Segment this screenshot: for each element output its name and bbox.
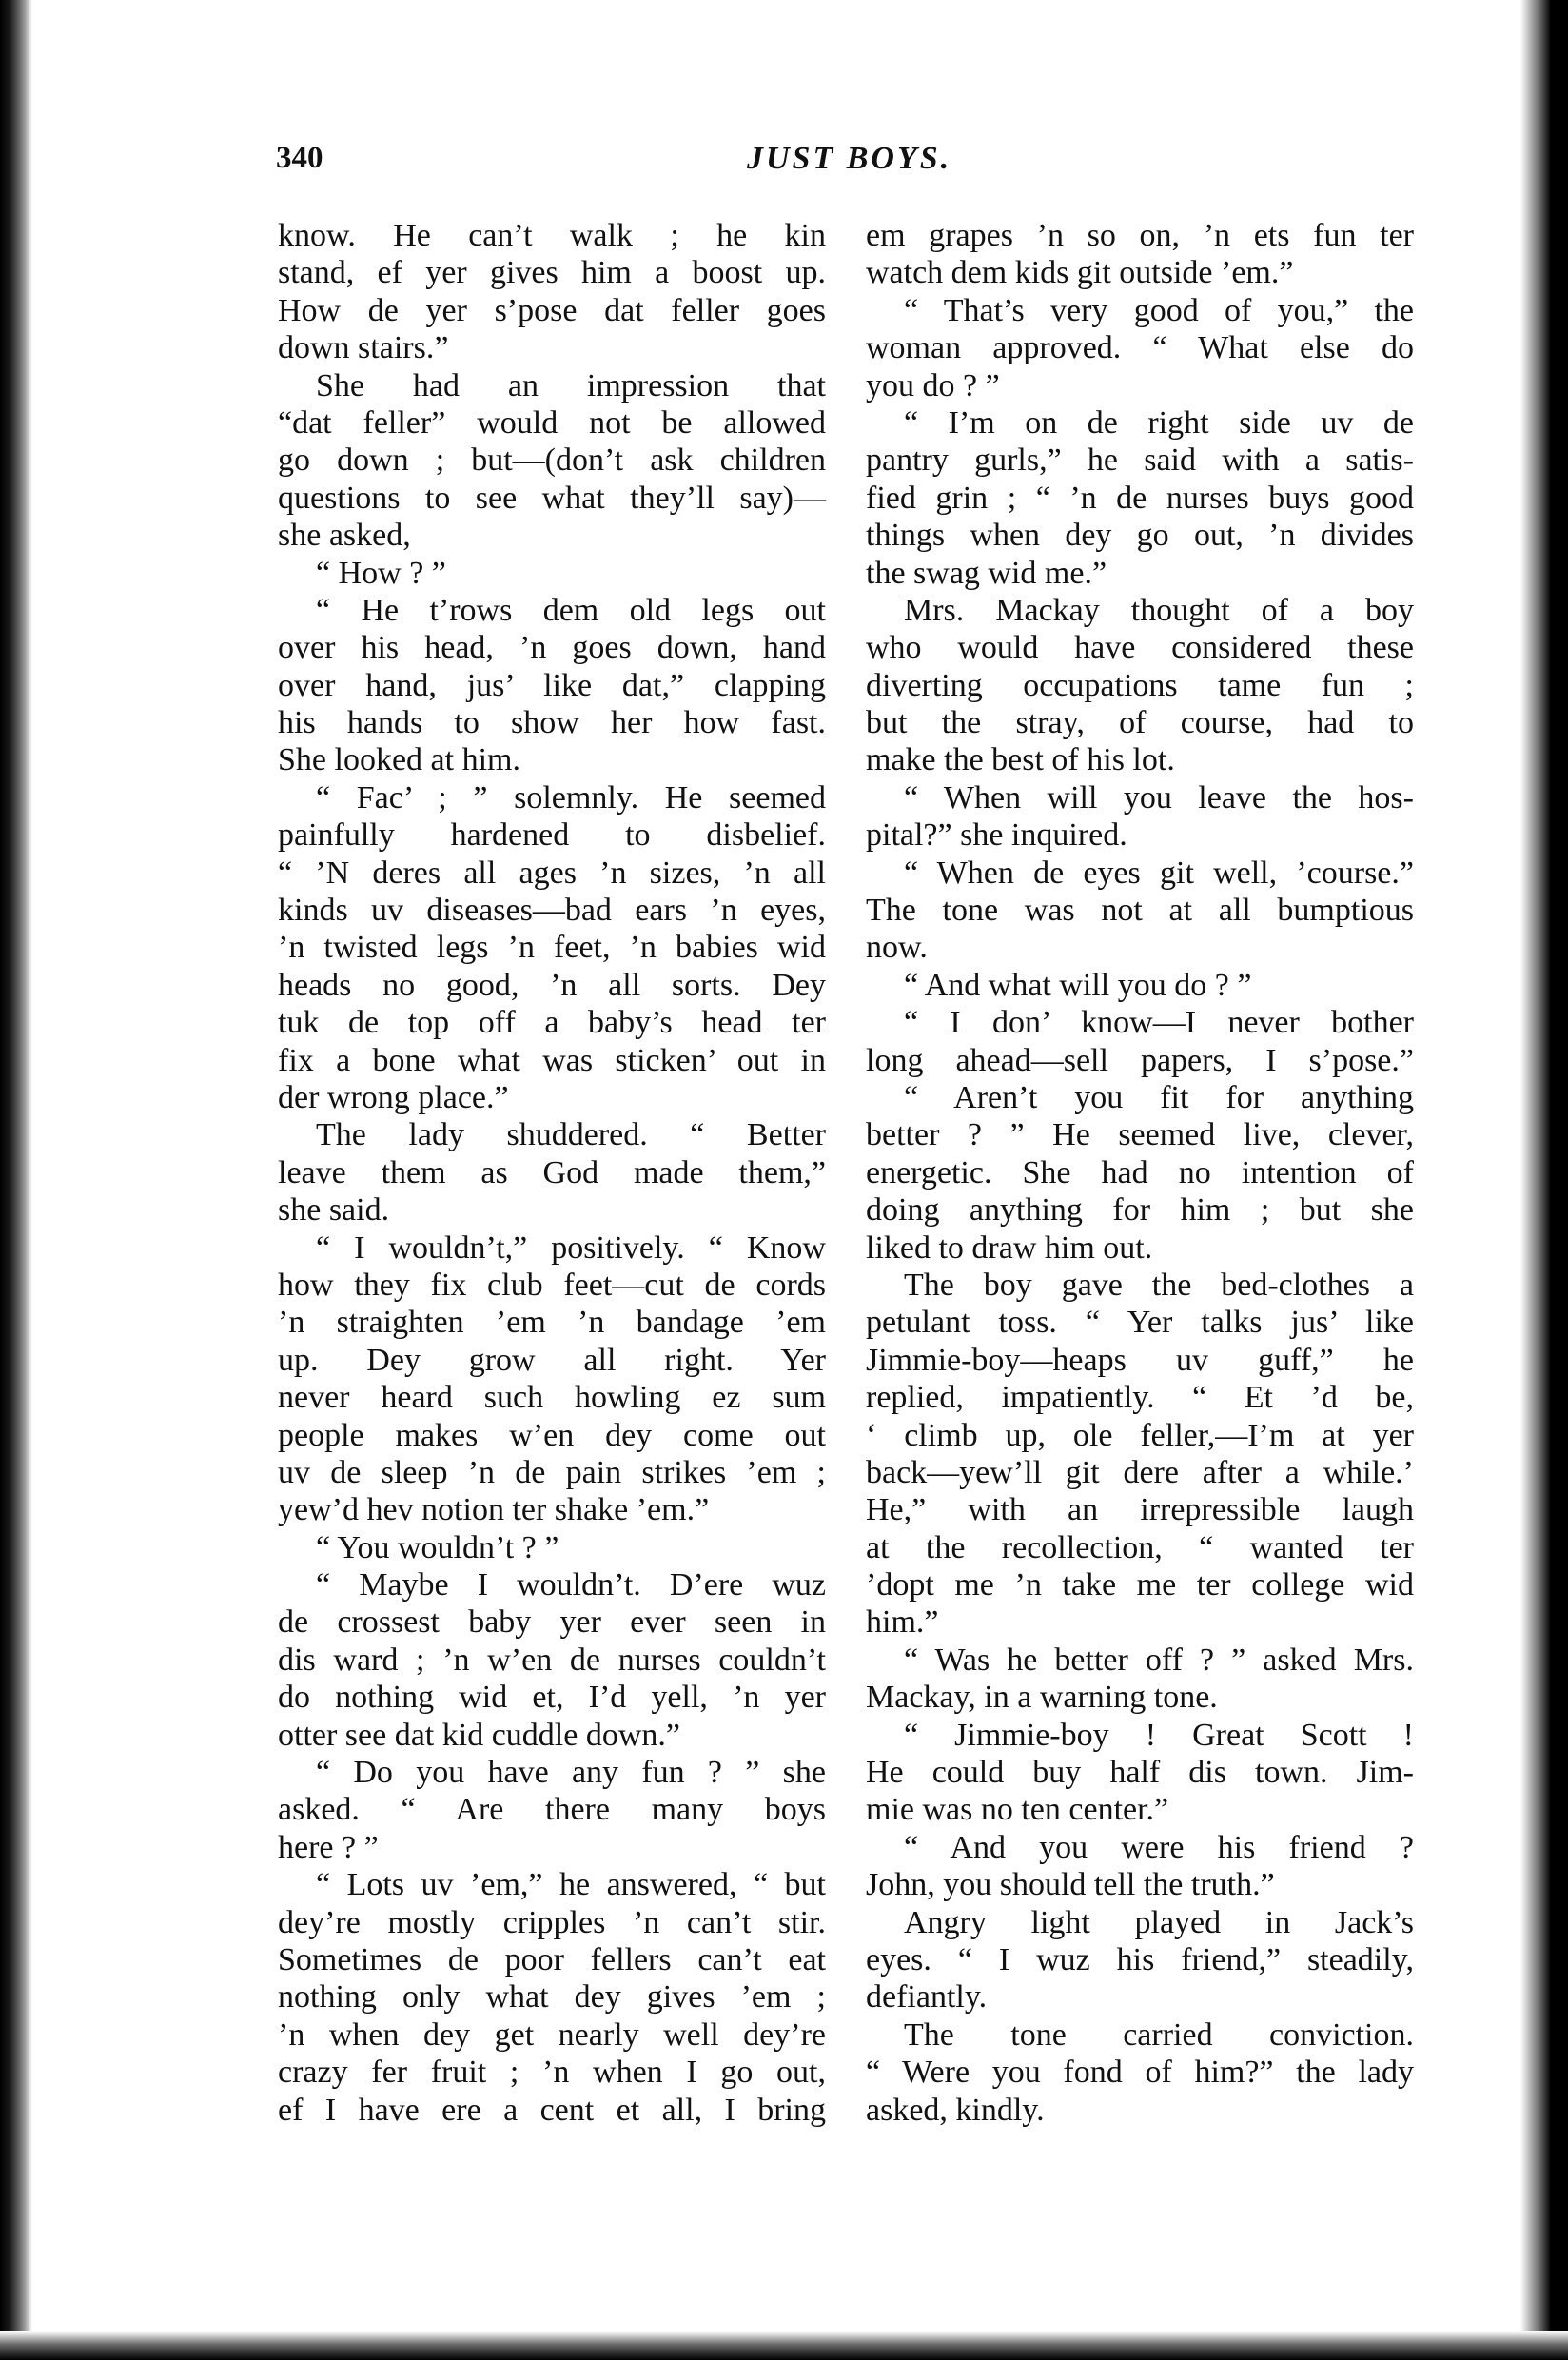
text-line: asked. “ Are there many boys	[278, 1792, 826, 1828]
text-line: his hands to show her how fast.	[278, 705, 826, 741]
page-binding-shadow	[0, 0, 32, 2360]
page-number: 340	[276, 141, 323, 175]
text-line: “ You wouldn’t ? ”	[316, 1529, 559, 1565]
text-line: The lady shuddered. “ Better	[316, 1117, 826, 1153]
text-line: “dat feller” would not be allowed	[278, 404, 826, 441]
text-line: mie was no ten center.”	[866, 1792, 1169, 1828]
text-line: kinds uv diseases—bad ears ’n eyes,	[278, 893, 826, 929]
text-line: Jimmie-boy—heaps uv guff,” he	[866, 1342, 1414, 1378]
text-line: at the recollection, “ wanted ter	[866, 1529, 1414, 1565]
text-line: down stairs.”	[278, 330, 449, 366]
text-line: she said.	[278, 1192, 390, 1229]
text-line: “ How ? ”	[316, 555, 446, 591]
text-line: “ Maybe I wouldn’t. D’ere wuz	[316, 1567, 826, 1603]
running-title: JUST BOYS.	[747, 141, 952, 176]
text-line: Sometimes de poor fellers can’t eat	[278, 1941, 826, 1977]
text-line: Mrs. Mackay thought of a boy	[904, 592, 1414, 628]
text-line: “ Fac’ ; ” solemnly. He seemed	[316, 779, 826, 816]
text-line: up. Dey grow all right. Yer	[278, 1342, 826, 1378]
text-line: uv de sleep ’n de pain strikes ’em ;	[278, 1454, 826, 1490]
text-line: over hand, jus’ like dat,” clapping	[278, 667, 826, 703]
text-line: she asked,	[278, 518, 411, 554]
text-line: ’n straighten ’em ’n bandage ’em	[278, 1305, 826, 1341]
text-line: She looked at him.	[278, 742, 520, 778]
text-line: The boy gave the bed-clothes a	[904, 1267, 1414, 1303]
text-line: der wrong place.”	[278, 1079, 509, 1115]
text-line: energetic. She had no intention of	[866, 1154, 1414, 1190]
text-line: heads no good, ’n all sorts. Dey	[278, 967, 826, 1003]
text-line: know. He can’t walk ; he kin	[278, 218, 826, 253]
text-line: but the stray, of course, had to	[866, 705, 1414, 741]
text-line: woman approved. “ What else do	[866, 330, 1414, 366]
text-column-right	[866, 217, 1414, 2129]
text-line: crazy fer fruit ; ’n when I go out,	[278, 2055, 826, 2091]
text-line: stand, ef yer gives him a boost up.	[278, 255, 826, 291]
text-line: “ That’s very good of you,” the	[904, 292, 1414, 328]
text-line: “ And what will you do ? ”	[904, 967, 1252, 1003]
text-line: fied grin ; “ ’n de nurses buys good	[866, 480, 1414, 516]
text-line: “ I don’ know—I never bother	[904, 1005, 1414, 1041]
text-line: ‘ climb up, ole feller,—I’m at yer	[866, 1417, 1414, 1453]
text-line: otter see dat kid cuddle down.”	[278, 1717, 680, 1753]
text-line: Mackay, in a warning tone.	[866, 1680, 1218, 1716]
text-line: make the best of his lot.	[866, 742, 1175, 778]
text-line: Angry light played in Jack’s	[904, 1904, 1414, 1940]
text-line: painfully hardened to disbelief.	[278, 817, 826, 854]
text-line: defiantly.	[866, 1979, 988, 2016]
text-line: over his head, ’n goes down, hand	[278, 630, 826, 666]
text-line: “ Do you have any fun ? ” she	[316, 1755, 826, 1791]
text-line: the swag wid me.”	[866, 555, 1107, 591]
text-line: John, you should tell the truth.”	[866, 1867, 1275, 1903]
text-line: em grapes ’n so on, ’n ets fun ter	[866, 218, 1414, 253]
text-line: now.	[866, 930, 928, 966]
text-line: dis ward ; ’n w’en de nurses couldn’t	[278, 1642, 826, 1678]
text-line: leave them as God made them,”	[278, 1154, 826, 1190]
page-edge-shadow-right	[1520, 0, 1568, 2360]
text-line: ef I have ere a cent et all, I bring	[278, 2092, 826, 2128]
text-line: things when dey go out, ’n divides	[866, 518, 1414, 554]
text-line: watch dem kids git outside ’em.”	[866, 255, 1294, 291]
text-line: “ When de eyes git well, ’course.”	[904, 855, 1414, 891]
text-line: pital?” she inquired.	[866, 817, 1127, 854]
text-line: here ? ”	[278, 1829, 379, 1865]
text-line: dey’re mostly cripples ’n can’t stir.	[278, 1904, 826, 1940]
text-line: people makes w’en dey come out	[278, 1417, 826, 1453]
text-line: back—yew’ll git dere after a while.’	[866, 1454, 1414, 1490]
text-line: “ I wouldn’t,” positively. “ Know	[316, 1229, 826, 1266]
text-line: you do ? ”	[866, 367, 1000, 403]
text-line: He could buy half dis town. Jim-	[866, 1755, 1414, 1791]
text-line: “ Aren’t you fit for anything	[904, 1079, 1414, 1115]
text-line: ’n twisted legs ’n feet, ’n babies wid	[278, 930, 826, 966]
text-line: liked to draw him out.	[866, 1229, 1153, 1266]
text-line: She had an impression that	[316, 367, 826, 403]
text-line: fix a bone what was sticken’ out in	[278, 1042, 826, 1078]
text-line: ’dopt me ’n take me ter college wid	[866, 1567, 1414, 1603]
text-line: How de yer s’pose dat feller goes	[278, 292, 826, 328]
text-line: yew’d hev notion ter shake ’em.”	[278, 1492, 710, 1528]
text-line: “ He t’rows dem old legs out	[316, 592, 826, 628]
text-line: replied, impatiently. “ Et ’d be,	[866, 1380, 1414, 1416]
text-line: pantry gurls,” he said with a satis-	[866, 442, 1414, 479]
text-line: de crossest baby yer ever seen in	[278, 1604, 826, 1641]
text-line: “ When will you leave the hos-	[904, 779, 1414, 816]
text-line: nothing only what dey gives ’em ;	[278, 1979, 826, 2016]
text-line: long ahead—sell papers, I s’pose.”	[866, 1042, 1414, 1078]
text-line: diverting occupations tame fun ;	[866, 667, 1414, 703]
text-line: “ I’m on de right side uv de	[904, 404, 1414, 441]
text-line: “ Jimmie-boy ! Great Scott !	[904, 1717, 1414, 1753]
text-line: eyes. “ I wuz his friend,” steadily,	[866, 1941, 1414, 1977]
text-line: “ Was he better off ? ” asked Mrs.	[904, 1642, 1414, 1678]
text-line: how they fix club feet—cut de cords	[278, 1267, 826, 1303]
text-line: doing anything for him ; but she	[866, 1192, 1414, 1229]
text-line: questions to see what they’ll say)—	[278, 480, 826, 516]
text-line: better ? ” He seemed live, clever,	[866, 1117, 1414, 1153]
running-head	[276, 141, 1418, 198]
text-line: He,” with an irrepressible laugh	[866, 1492, 1414, 1528]
text-line: “ Lots uv ’em,” he answered, “ but	[316, 1867, 826, 1903]
text-line: “ ’N deres all ages ’n sizes, ’n all	[278, 855, 826, 891]
text-line: asked, kindly.	[866, 2092, 1045, 2128]
text-line: petulant toss. “ Yer talks jus’ like	[866, 1305, 1414, 1341]
text-column-left	[278, 217, 826, 2129]
text-line: “ Were you fond of him?” the lady	[866, 2055, 1414, 2091]
text-line: “ And you were his friend ?	[904, 1829, 1414, 1865]
text-line: ’n when dey get nearly well dey’re	[278, 2016, 826, 2053]
text-line: him.”	[866, 1604, 939, 1641]
text-line: do nothing wid et, I’d yell, ’n yer	[278, 1680, 826, 1716]
text-line: never heard such howling ez sum	[278, 1380, 826, 1416]
text-line: The tone was not at all bumptious	[866, 893, 1414, 929]
text-line: The tone carried conviction.	[904, 2016, 1414, 2053]
text-line: go down ; but—(don’t ask children	[278, 442, 826, 479]
page-edge-shadow-bottom	[0, 2331, 1568, 2360]
text-line: tuk de top off a baby’s head ter	[278, 1005, 826, 1041]
text-line: who would have considered these	[866, 630, 1414, 666]
